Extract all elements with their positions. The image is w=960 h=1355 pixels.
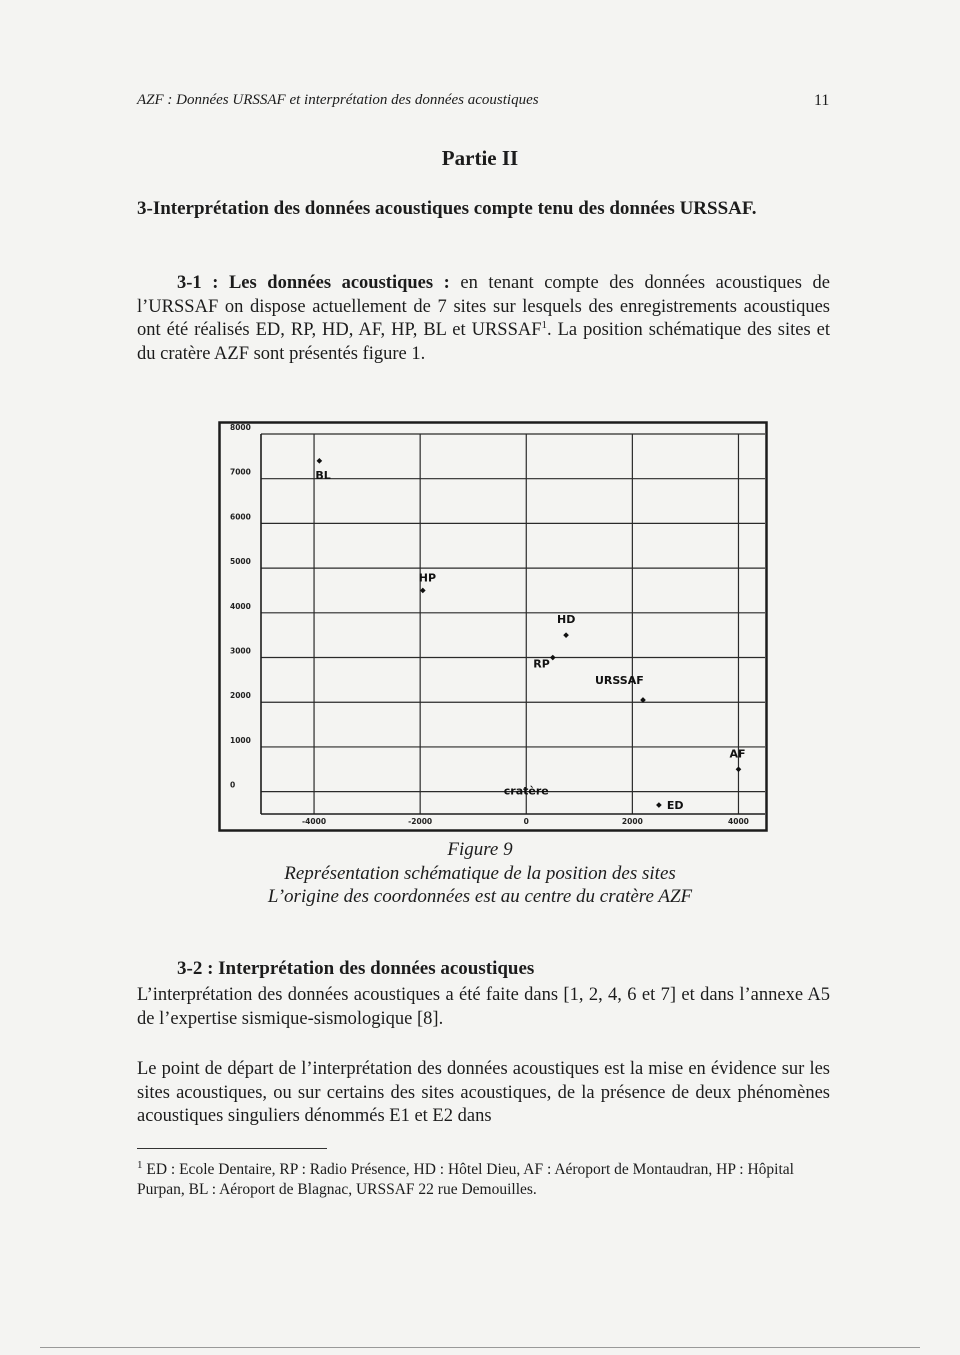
paragraph-lead: 3-1 : Les données acoustiques : — [177, 273, 450, 293]
paragraph-interpretation: L’interprétation des données acoustiques a été faite dans [1, 2, 4, 6 et 7] et dans l’annexe A5 de l’expertise sismique-sismologique [8]. — [137, 985, 830, 1029]
data-point-rp — [550, 655, 556, 661]
y-tick-label: 7000 — [230, 467, 251, 477]
y-tick-label: 2000 — [230, 691, 251, 701]
footnote-marker: 1 — [137, 1158, 143, 1171]
data-label-hp: HP — [418, 571, 437, 585]
chart-frame — [220, 423, 767, 831]
data-label-bl: BL — [315, 468, 331, 482]
data-point-af — [736, 766, 742, 772]
figure-number: Figure 9 — [447, 839, 513, 860]
y-tick-label: 5000 — [230, 557, 251, 567]
x-tick-label: -2000 — [408, 817, 433, 826]
chart-svg — [218, 421, 768, 832]
data-label-cratère: cratère — [503, 784, 549, 798]
x-tick-label: -4000 — [302, 817, 327, 826]
paragraph-sites — [137, 272, 830, 366]
page-edge-line — [40, 1347, 920, 1348]
footnote-divider — [137, 1148, 327, 1149]
section-title: 3-Interprétation des données acoustiques compte tenu des données URSSAF. — [137, 198, 757, 219]
paragraph-text-b: . La position schématique des sites et du cratère AZF sont présentés figure 1. — [137, 320, 831, 364]
footnote-text: ED : Ecole Dentaire, RP : Radio Présence, HD : Hôtel Dieu, AF : Aéroport de Montaudran, HP : Hôpital Purpan, BL : Aéroport de Blagnac, URSSAF 22 rue Demouilles. — [137, 1161, 794, 1198]
y-tick-label: 1000 — [230, 735, 251, 745]
page-number: 11 — [814, 92, 830, 109]
paragraph-text-a: en tenant compte des données acoustiques de l’URSSAF on dispose actuellement de 7 sites sur lesquels des enregistrements acoustiques ont été réalisés ED, RP, HD, AF, HP, BL et URSSAF — [137, 273, 831, 340]
data-label-rp: RP — [533, 657, 550, 671]
data-label-ed: ED — [666, 799, 684, 813]
y-tick-label: 4000 — [230, 601, 251, 611]
data-point-bl — [317, 458, 323, 464]
y-tick-label: 6000 — [230, 512, 251, 522]
figure-caption-line-1: Représentation schématique de la position des sites — [284, 863, 676, 884]
paragraph-starting-point: Le point de départ de l’interprétation des données acoustiques est la mise en évidence sur les sites acoustiques, ou sur certains des sites acoustiques, de la présence de deux phénomènes acoustiques singuliers dénommés E1 et E2 dans — [137, 1059, 830, 1126]
y-tick-label: 3000 — [230, 646, 251, 656]
data-label-urssaf: URSSAF — [594, 674, 644, 687]
subsection-title: 3-2 : Interprétation des données acoustiques — [177, 958, 535, 979]
y-tick-label: 0 — [230, 780, 236, 790]
footnote-reference: 1 — [541, 318, 548, 331]
part-title: Partie II — [441, 146, 519, 170]
figure-caption — [0, 862, 960, 908]
footnote — [137, 1160, 827, 1200]
running-header: AZF : Données URSSAF et interprétation des données acoustiques — [137, 92, 539, 108]
site-position-chart — [218, 421, 768, 832]
x-tick-label: 4000 — [728, 817, 749, 826]
data-label-af: AF — [729, 747, 746, 761]
data-point-ed — [656, 802, 662, 808]
data-point-hp — [420, 588, 426, 594]
data-point-hd — [563, 632, 569, 638]
x-tick-label: 2000 — [621, 817, 643, 826]
y-tick-label: 8000 — [230, 423, 251, 432]
figure-caption-line-2: L’origine des coordonnées est au centre du cratère AZF — [267, 886, 693, 907]
data-label-hd: HD — [557, 613, 576, 627]
x-tick-label: 0 — [523, 817, 529, 826]
